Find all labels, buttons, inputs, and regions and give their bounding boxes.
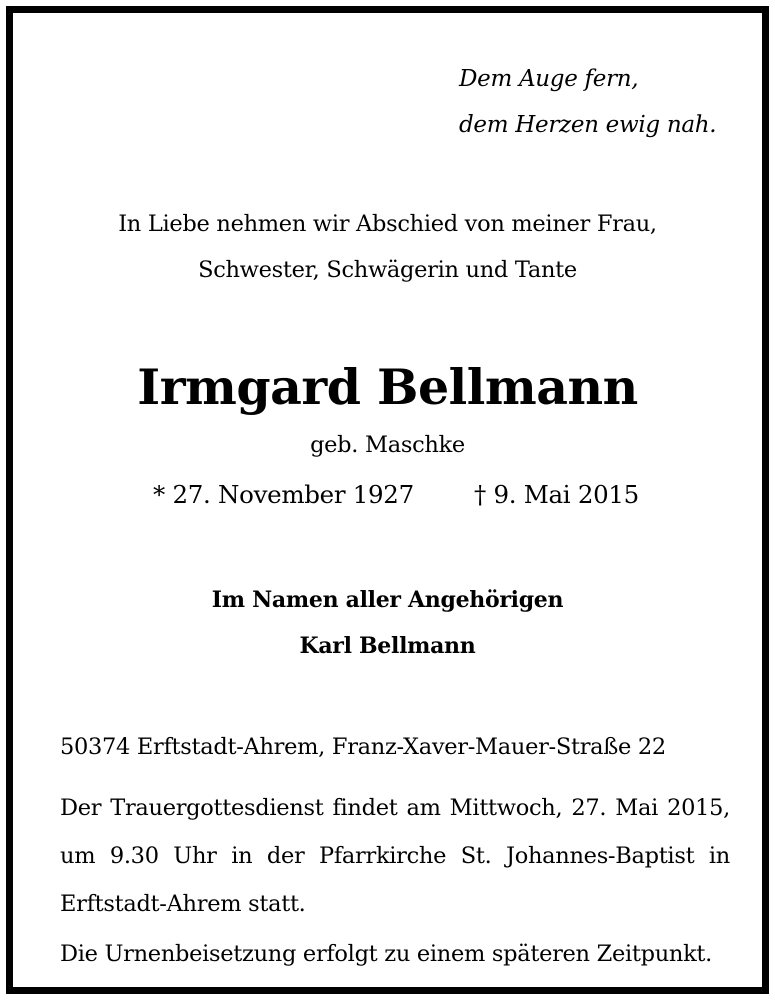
service-line-1: Der Trauergottesdienst findet am Mittwoch, 27. Mai 2015,	[60, 795, 730, 821]
birth-date: * 27. November 1927	[153, 480, 414, 509]
signature-block	[13, 577, 762, 669]
intro-line-2: Schwester, Schwägerin und Tante	[198, 257, 577, 283]
service-notice	[60, 784, 730, 928]
mourning-address: 50374 Erftstadt-Ahrem, Franz-Xaver-Mauer-Straße 22	[60, 734, 666, 760]
motto-line-2: dem Herzen ewig nah.	[459, 112, 717, 138]
motto-quote	[459, 56, 716, 148]
intro-text	[13, 201, 762, 293]
deceased-name: Irmgard Bellmann	[137, 358, 638, 416]
motto-line-1: Dem Auge fern,	[459, 66, 639, 92]
service-line-2: um 9.30 Uhr in der Pfarrkirche St. Johannes-Baptist in	[60, 843, 730, 869]
maiden-name: geb. Maschke	[310, 432, 465, 458]
signature-line-2: Karl Bellmann	[299, 633, 476, 659]
service-line-3: Erftstadt-Ahrem statt.	[60, 891, 306, 917]
obituary-frame	[6, 6, 769, 994]
death-date: † 9. Mai 2015	[474, 480, 639, 509]
signature-line-1: Im Namen aller Angehörigen	[211, 587, 564, 613]
intro-line-1: In Liebe nehmen wir Abschied von meiner Frau,	[118, 211, 657, 237]
urn-notice: Die Urnenbeisetzung erfolgt zu einem späteren Zeitpunkt.	[60, 941, 713, 967]
